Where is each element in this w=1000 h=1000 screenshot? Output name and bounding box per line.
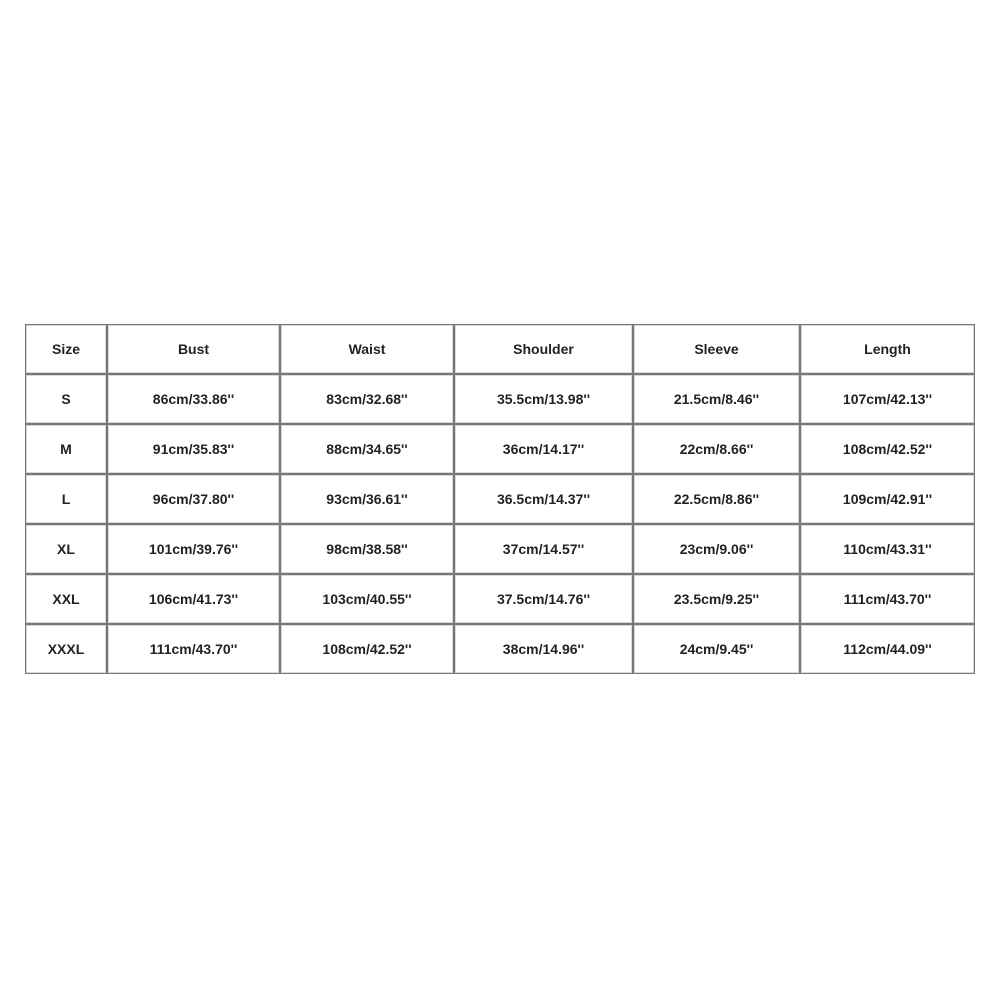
waist-cell: 93cm/36.61'' bbox=[280, 474, 454, 524]
length-cell: 111cm/43.70'' bbox=[800, 574, 975, 624]
bust-cell: 101cm/39.76'' bbox=[107, 524, 280, 574]
table-row bbox=[25, 374, 975, 424]
size-cell: S bbox=[25, 374, 107, 424]
shoulder-cell: 37cm/14.57'' bbox=[454, 524, 633, 574]
sleeve-cell: 24cm/9.45'' bbox=[633, 624, 800, 674]
length-cell: 109cm/42.91'' bbox=[800, 474, 975, 524]
bust-cell: 96cm/37.80'' bbox=[107, 474, 280, 524]
header-sleeve: Sleeve bbox=[633, 324, 800, 374]
waist-cell: 103cm/40.55'' bbox=[280, 574, 454, 624]
header-bust: Bust bbox=[107, 324, 280, 374]
size-cell: XXXL bbox=[25, 624, 107, 674]
table-row bbox=[25, 574, 975, 624]
table-row bbox=[25, 624, 975, 674]
length-cell: 112cm/44.09'' bbox=[800, 624, 975, 674]
header-size: Size bbox=[25, 324, 107, 374]
shoulder-cell: 38cm/14.96'' bbox=[454, 624, 633, 674]
length-cell: 110cm/43.31'' bbox=[800, 524, 975, 574]
size-cell: XL bbox=[25, 524, 107, 574]
waist-cell: 83cm/32.68'' bbox=[280, 374, 454, 424]
bust-cell: 86cm/33.86'' bbox=[107, 374, 280, 424]
size-cell: L bbox=[25, 474, 107, 524]
table-row bbox=[25, 474, 975, 524]
shoulder-cell: 37.5cm/14.76'' bbox=[454, 574, 633, 624]
table-row bbox=[25, 524, 975, 574]
waist-cell: 88cm/34.65'' bbox=[280, 424, 454, 474]
sleeve-cell: 21.5cm/8.46'' bbox=[633, 374, 800, 424]
sleeve-cell: 22.5cm/8.86'' bbox=[633, 474, 800, 524]
sleeve-cell: 23cm/9.06'' bbox=[633, 524, 800, 574]
length-cell: 108cm/42.52'' bbox=[800, 424, 975, 474]
header-shoulder: Shoulder bbox=[454, 324, 633, 374]
shoulder-cell: 36.5cm/14.37'' bbox=[454, 474, 633, 524]
waist-cell: 98cm/38.58'' bbox=[280, 524, 454, 574]
length-cell: 107cm/42.13'' bbox=[800, 374, 975, 424]
header-row bbox=[25, 324, 975, 374]
bust-cell: 106cm/41.73'' bbox=[107, 574, 280, 624]
waist-cell: 108cm/42.52'' bbox=[280, 624, 454, 674]
sleeve-cell: 23.5cm/9.25'' bbox=[633, 574, 800, 624]
header-length: Length bbox=[800, 324, 975, 374]
bust-cell: 111cm/43.70'' bbox=[107, 624, 280, 674]
sleeve-cell: 22cm/8.66'' bbox=[633, 424, 800, 474]
size-chart-table bbox=[25, 324, 975, 674]
size-cell: XXL bbox=[25, 574, 107, 624]
header-waist: Waist bbox=[280, 324, 454, 374]
shoulder-cell: 35.5cm/13.98'' bbox=[454, 374, 633, 424]
table-row bbox=[25, 424, 975, 474]
shoulder-cell: 36cm/14.17'' bbox=[454, 424, 633, 474]
size-cell: M bbox=[25, 424, 107, 474]
bust-cell: 91cm/35.83'' bbox=[107, 424, 280, 474]
